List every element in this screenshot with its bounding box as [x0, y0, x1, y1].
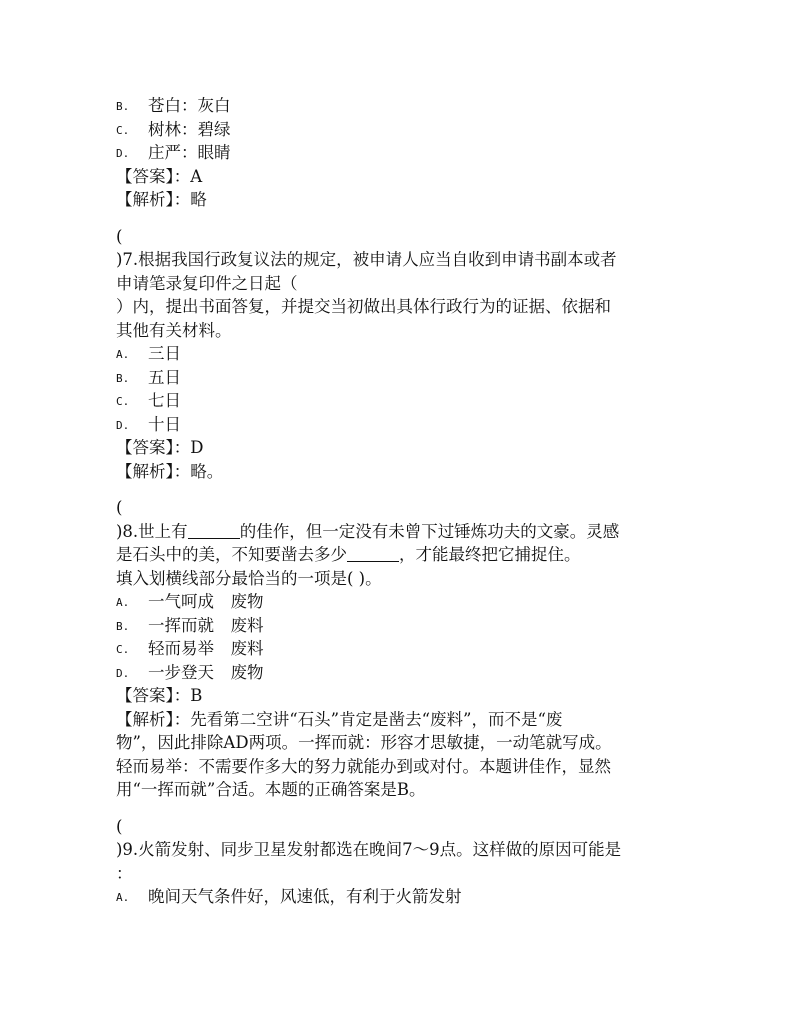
- option-letter: B.: [116, 371, 130, 385]
- option-text: 晚间天气条件好，风速低，有利于火箭发射: [148, 887, 462, 906]
- question-open-paren: (: [116, 816, 123, 836]
- option-letter: D.: [116, 147, 130, 160]
- option-letter: C.: [116, 123, 130, 137]
- question-stem-line: )9.火箭发射、同步卫星发射都选在晚间7～9点。这样做的原因可能是: [116, 840, 622, 859]
- option-b: [116, 94, 686, 118]
- option-c: [116, 637, 686, 661]
- option-c: [116, 118, 686, 142]
- explanation-line: 【解析】：先看第二空讲“石头”肯定是凿去“废料”，而不是“废: [116, 709, 563, 729]
- explanation-line: 轻而易举：不需要作多大的努力就能办到或对付。本题讲佳作，显然: [116, 756, 611, 776]
- option-letter: A.: [116, 891, 130, 904]
- question-stem-line: 其他有关材料。: [116, 320, 232, 340]
- explanation-line: 用“一挥而就”合适。本题的正确答案是B。: [116, 780, 426, 799]
- option-text: 苍白：灰白: [148, 96, 231, 115]
- fill-blank: [188, 522, 240, 539]
- option-letter: A.: [116, 596, 130, 609]
- option-letter: D.: [116, 666, 130, 680]
- option-letter: D.: [116, 418, 130, 432]
- option-c: [116, 389, 686, 413]
- option-a: [116, 885, 686, 909]
- option-letter: C.: [116, 395, 130, 408]
- stem-text: ，才能最终把它捕捉住。: [399, 545, 581, 564]
- explanation-line: 【解析】：略: [116, 190, 207, 209]
- option-b: [116, 614, 686, 638]
- option-text: 庄严：眼睛: [148, 143, 231, 162]
- option-letter: B.: [116, 100, 130, 113]
- question-open-paren: (: [116, 226, 123, 246]
- stem-text: )8.世上有: [116, 521, 188, 541]
- option-letter: C.: [116, 643, 130, 656]
- option-d: [116, 413, 686, 437]
- question-open-paren: (: [116, 498, 123, 517]
- fill-blank: [347, 545, 399, 562]
- option-b: [116, 366, 686, 390]
- question-stem-line: [116, 520, 686, 544]
- option-text: 七日: [148, 391, 181, 410]
- answer-line: 【答案】：B: [116, 686, 203, 705]
- option-a: [116, 590, 686, 614]
- question-stem-line: [116, 543, 686, 567]
- option-d: [116, 141, 686, 165]
- explanation-line: 【解析】：略。: [116, 461, 224, 481]
- option-text: 十日: [148, 414, 181, 434]
- option-text: 一挥而就 废料: [148, 615, 264, 635]
- question-stem-line: 填入划横线部分最恰当的一项是( )。: [116, 568, 382, 588]
- question-stem-line: ）内，提出书面答复，并提交当初做出具体行政行为的证据、依据和: [116, 297, 611, 316]
- option-letter: A.: [116, 348, 130, 361]
- option-a: [116, 342, 686, 366]
- option-letter: B.: [116, 619, 130, 633]
- answer-line: 【答案】：A: [116, 166, 203, 186]
- option-text: 五日: [148, 367, 181, 387]
- option-text: 一气呵成 废物: [148, 592, 264, 611]
- question-stem-line: ：: [116, 863, 133, 883]
- stem-text: 的佳作，但一定没有未曾下过锤炼功夫的文豪。灵感: [239, 521, 620, 541]
- question-stem-line: 申请笔录复印件之日起（: [116, 273, 298, 293]
- option-d: [116, 661, 686, 685]
- option-text: 三日: [148, 344, 181, 363]
- option-text: 树林：碧绿: [148, 119, 231, 139]
- question-stem-line: )7.根据我国行政复议法的规定，被申请人应当自收到申请书副本或者: [116, 250, 617, 269]
- option-text: 轻而易举 废料: [148, 639, 264, 658]
- stem-text: 是石头中的美，不知要凿去多少: [116, 545, 347, 564]
- explanation-line: 物”，因此排除AD两项。一挥而就：形容才思敏捷，一动笔就写成。: [116, 733, 612, 752]
- answer-line: 【答案】：D: [116, 438, 204, 457]
- document-page: [116, 94, 686, 909]
- option-text: 一步登天 废物: [148, 662, 264, 682]
